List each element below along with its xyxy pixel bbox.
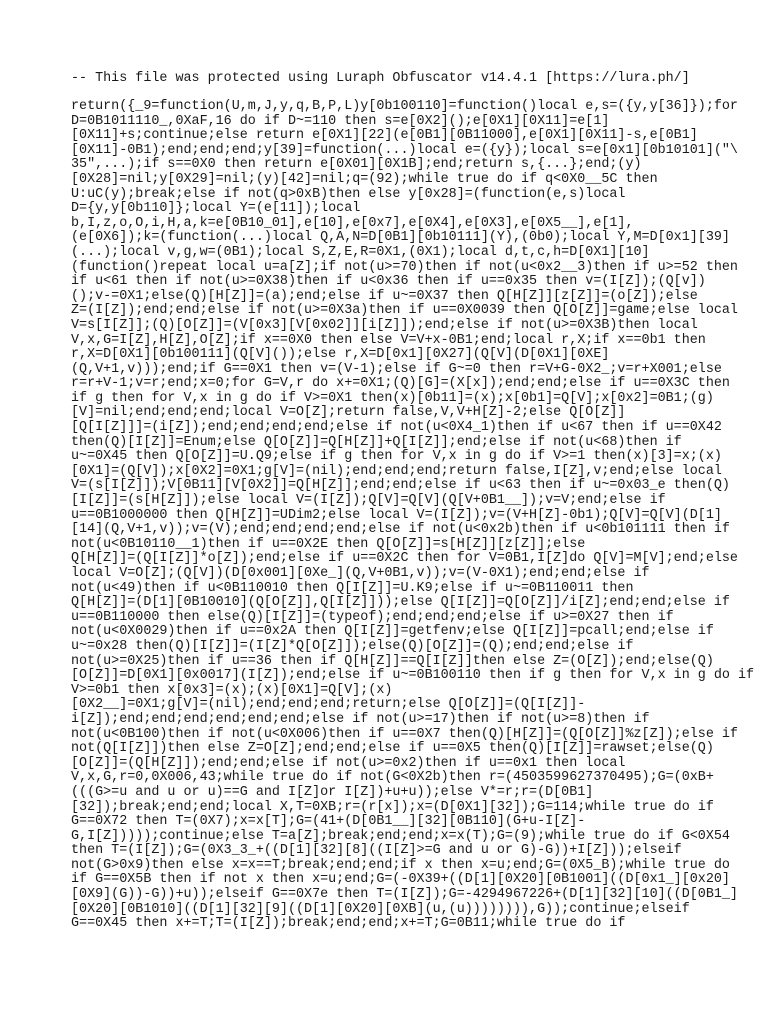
code-line: not(Q[I[Z]])then else Z=O[Z];end;end;else if u==0X5 then(Q)[I[Z]]=rawset;else(Q) [71,741,714,757]
code-line: not(u<0B10110__1)then if u==0X2E then Q[O[Z]]=s[H[Z]][z[Z]];else [71,536,586,552]
code-line: r=r+V-1;v=r;end;x=0;for G=V,r do x+=0X1;(Q)[G]=(X[x]);end;end;else if u==0X3C then [71,376,730,392]
code-line: [14](Q,V+1,v));v=(V);end;end;end;end;else if not(u<0x2b)then if u<0b101111 then if [71,522,730,538]
code-line: then(Q)[I[Z]]=Enum;else Q[O[Z]]=Q[H[Z]]+Q[I[Z]];end;else if not(u<68)then if [71,434,682,450]
code-line: G,I[Z]))));continue;else T=a[Z];break;end;end;x=x(T);G=(9);while true do if G<0X54 [71,828,730,844]
code-line: not(G>0x9)then else x=x==T;break;end;end;if x then x=u;end;G=(0X5_B);while true do [71,857,730,873]
code-line: u==0B1000000 then Q[H[Z]]=UDim2;else local V=(I[Z]);v=(V+H[Z]-0b1);Q[V]=Q[V](D[1] [71,507,722,523]
code-line: [32]);break;end;end;local X,T=0XB;r=(r[x]);x=(D[0X1][32]);G=114;while true do if [71,799,714,815]
code-line: not(u<0B100)then if not(u<0X006)then if u==0X7 then(Q)[H[Z]]=(Q[O[Z]]%z[Z]);else if [71,726,738,742]
code-line: [O[Z]]=(Q[H[Z]]);end;end;else if not(u>=0x2)then if u==0x1 then local [71,755,626,771]
code-line: V=(s[I[Z]]);V[0B11][V[0X2]]=Q[H[Z]];end;end;else if u<63 then if u~=0x03_e then(Q) [71,478,730,494]
code-line: [0X9](G))-G))+u));elseif G==0X7e then T=(I[Z]);G=-4294967226+(D[1][32][10]((D[0B1_] [71,887,738,903]
code-line: [0X1]=(Q[V]);x[0X2]=0X1;g[V]=(nil);end;end;end;return false,I[Z],v;end;else local [71,463,722,479]
code-line: V,x,G=I[Z],H[Z],O[Z];if x==0X0 then else V=V+x-0B1;end;local r,X;if x==0b1 then [71,332,706,348]
code-line: return({_9=function(U,m,J,y,q,B,P,L)y[0b100110]=function()local e,s=({y,y[36]});for [71,99,738,114]
code-line: Q[H[Z]]=(Q[I[Z]]*o[Z]);end;else if u==0X2C then for V=0B1,I[Z]do Q[V]=M[V];end;else [71,551,738,567]
code-line: (((G>=u and u or u)==G and I[Z]or I[Z])+u+u));else V*=r;r=(D[0B1] [71,784,594,800]
code-line: u~=0x28 then(Q)[I[Z]]=(I[Z]*Q[O[Z]]);else(Q)[O[Z]]=(Q);end;end;else if [71,638,634,654]
code-line: [0X20][0B1010]((D[1][32][9]((D[1][0X20][0XB](u,(u)))))))),G));continue;elseif [71,901,690,917]
code-line: if G==0X5B then if not x then x=u;end;G=(-0X39+((D[1][0X20][0B1001]((D[0x1_][0x20] [71,872,730,888]
file-header-comment: -- This file was protected using Luraph Obfuscator v14.4.1 [https://lura.ph/] [71,71,690,86]
code-line: [V]=nil;end;end;end;local V=O[Z];return false,V,V+H[Z]-2;else Q[O[Z]] [71,405,626,421]
code-line: i[Z]);end;end;end;end;end;end;else if not(u>=17)then if not(u>=8)then if [71,711,650,727]
code-line: if u<61 then if not(u>=0X38)then if u<0x36 then if u==0x35 then v=(I[Z]);(Q[v]) [71,274,706,290]
code-line: D={y,y[0b110]};local Y=(e[11]);local [71,201,361,217]
code-line: if g then for V,x in g do if V>=0X1 then(x)[0b11]=(x);x[0b1]=Q[V];x[0x2]=0B1;(g) [71,390,714,406]
obfuscated-code-block [71,99,755,932]
code-line: D=0B1011110_,0XaF,16 do if D~=110 then s=e[0X2]();e[0X1][0X11]=e[1] [71,113,610,129]
code-line: then T=(I[Z]);G=(0X3_3_+((D[1][32][8]((I[Z]>=G and u or G)-G))+I[Z]));elseif [71,843,682,859]
code-line: (e[0X6]);k=(function(...)local Q,A,N=D[0B1][0b10111](Y),(0b0);local Y,M=D[0x1][39] [71,230,730,246]
code-line: [0X11]+s;continue;else return e[0X1][22](e[0B1][0B11000],e[0X1][0X11]-s,e[0B1] [71,128,698,144]
code-line: [0X2__]=0X1;g[V]=(nil);end;end;end;return;else Q[O[Z]]=(Q[I[Z]]- [71,697,586,713]
code-line: r,X=D[0X1][0b100111](Q[V]());else r,X=D[0x1][0X27](Q[V](D[0X1][0XE] [71,347,610,363]
code-line: V=s[I[Z]];(Q)[O[Z]]=(V[0x3][V[0x02]][i[Z]]);end;else if not(u>=0X3B)then local [71,317,698,333]
code-line: 35",...);if s==0X0 then return e[0X01][0X1B];end;return s,{...};end;(y) [71,157,642,173]
code-line: not(u<49)then if u<0B110010 then Q[I[Z]]=U.K9;else if u~=0B110011 then [71,580,634,596]
code-line: [O[Z]]=D[0X1][0x0017](I[Z]);end;else if u~=0B100110 then if g then for V,x in g do if [71,668,755,684]
code-line: u~=0X45 then Q[O[Z]]=U.Q9;else if g then for V,x in g do if V>=1 then(x)[3]=x;(x) [71,449,722,465]
code-line: [Q[I[Z]]]=(i[Z]);end;end;end;end;else if not(u<0X4_1)then if u<67 then if u==0X42 [71,420,722,436]
code-line: b,I,z,o,O,i,H,a,k=e[0B10_01],e[10],e[0x7],e[0X4],e[0X3],e[0X5__],e[1], [71,215,634,231]
code-line: local V=O[Z];(Q[V])(D[0x001][0Xe_](Q,V+0B1,v));v=(V-0X1);end;end;else if [71,566,650,581]
code-line: not(u<0X0029)then if u==0x2A then Q[I[Z]]=getfenv;else Q[I[Z]]=pcall;end;else if [71,624,714,640]
code-line: (Q,V+1,v)));end;if G==0X1 then v=(V-1);else if G~=0 then r=V+G-0X2_;v=r+X001;else [71,361,722,377]
code-line: V,x,G,r=0,0X006,43;while true do if not(G<0X2b)then r=(4503599627370495);G=(0xB+ [71,770,714,786]
code-line: U:uC(y);break;else if not(q>0xB)then else y[0x28]=(function(e,s)local [71,186,626,202]
code-line: not(u>=0X25)then if u==36 then if Q[H[Z]]==Q[I[Z]]then else Z=(O[Z]);end;else(Q) [71,653,714,669]
code-line: Z=(I[Z]);end;end;else if not(u>=0X3a)then if u==0X0039 then Q[O[Z]]=game;else local [71,303,738,319]
code-line: [0X11]-0B1);end;end;end;y[39]=function(...)local e=({y});local s=e[0x1][0b10101]("\ [71,142,738,158]
code-line: (function()repeat local u=a[Z];if not(u>=70)then if not(u<0x2__3)then if u>=52 then [71,259,738,275]
code-line: (...);local v,g,w=(0B1);local S,Z,E,R=0X1,(0X1);local d,t,c,h=D[0X1][10] [71,244,650,260]
code-line: G==0X45 then x+=T;T=(I[Z]);break;end;end;x+=T;G=0B11;while true do if [71,916,626,932]
code-line: [0X28]=nil;y[0X29]=nil;(y)[42]=nil;q=(92);while true do if q<0X0__5C then [71,171,658,187]
code-line: [I[Z]]=(s[H[Z]]);else local V=(I[Z]);Q[V]=Q[V](Q[V+0B1__]);v=V;end;else if [71,493,666,509]
code-line: Q[H[Z]]=(D[1][0B10010](Q[O[Z]],Q[I[Z]]));else Q[I[Z]]=Q[O[Z]]/i[Z];end;end;else if [71,595,730,611]
code-line: V>=0b1 then x[0x3]=(x);(x)[0X1]=Q[V];(x) [71,682,393,698]
code-line: G==0X72 then T=(0X7);x=x[T];G=(41+(D[0B1__][32][0B110](G+u-I[Z]- [71,814,586,830]
code-line: u==0B110000 then else(Q)[I[Z]]=(typeof);end;end;end;else if u>=0X27 then if [71,609,674,625]
code-line: ();v-=0X1;else(Q)[H[Z]]=(a);end;else if u~=0X37 then Q[H[Z]][z[Z]]=(o[Z]);else [71,288,698,304]
